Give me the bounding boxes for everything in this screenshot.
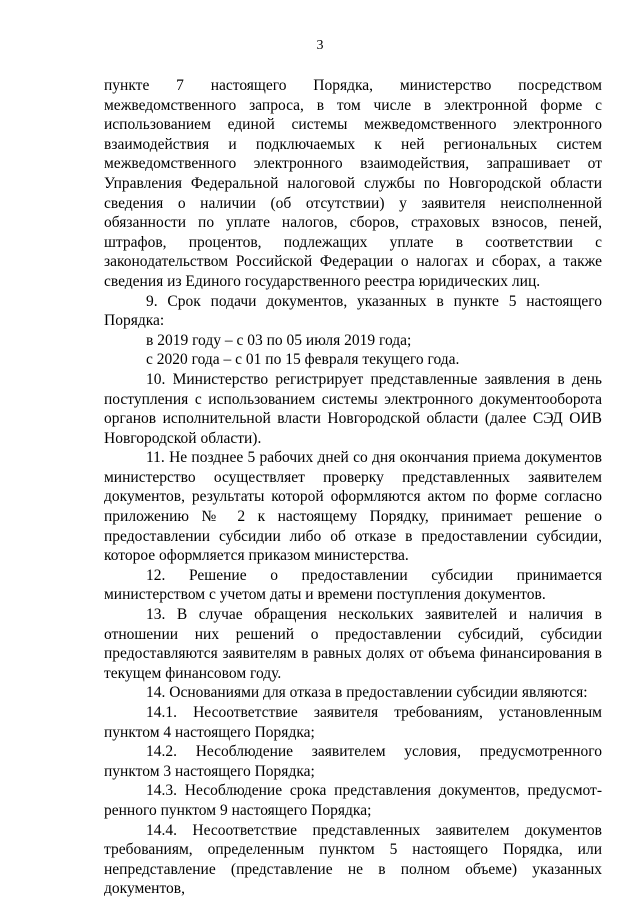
paragraph-10: 10. Министерство регистрирует представленные заявления в день поступления с использованием системы электронного документооборота органов исполнительной власти Новгородской области (далее СЭД ОИВ Новгородской области). <box>104 370 602 447</box>
paragraph-14-4: 14.4. Несоответствие представленных заявителем документов требованиям, определенным пунктом 5 настоящего Порядка, или непредставление (представление не в полном объеме) указанных документов, <box>104 821 602 898</box>
paragraph-12: 12. Решение о предоставлении субсидии принимается министерством с учетом даты и времени поступления документов. <box>104 566 602 604</box>
paragraph-continuation: пункте 7 настоящего Порядка, министерство посредством межведомственного запроса, в том числе в электронной форме с использованием единой системы межведомственного электронного взаимодействия и подключаемых к ней региональных систем межведомственного электронного взаимодействия, запрашивает от Управления Федеральной налоговой службы по Новгородской области сведения о наличии (об отсутствии) у заявителя неисполненной обязанности по уплате налогов, сборов, страховых взносов, пеней, штрафов, процентов, подлежащих уплате в соответствии с законодательством Российской Федерации о налогах и сборах, а также сведения из Единого государственного реестра юридических лиц. <box>104 77 602 290</box>
paragraph-11: 11. Не позднее 5 рабочих дней со дня окончания приема документов министерство осуществляет проверку представленных заявителем документов, результаты которой оформляются актом по форме согласно приложению № 2 к настоящему Порядку, принимает решение о предоставлении субсидии либо об отказе в предоставлении субсидии, которое оформляется приказом министерства. <box>104 449 602 565</box>
document-body <box>104 76 602 899</box>
paragraph-13: 13. В случае обращения нескольких заявителей и наличия в отношении них решений о предоставлении субсидий, субсидии предоставляются заявителям в равных долях от объема финансирования в текущем финансовом году. <box>104 606 602 682</box>
paragraph-14-1: 14.1. Несоответствие заявителя требованиям, установленным пунктом 4 настоящего Порядка; <box>104 704 602 741</box>
paragraph-14-3: 14.3. Несоблюдение срока представления документов, предусмотренного пунктом 9 настоящего Порядка; <box>104 782 602 819</box>
page-number: 3 <box>316 38 324 53</box>
paragraph-9-item-2019: в 2019 году – с 03 по 05 июля 2019 года; <box>146 331 412 349</box>
paragraph-9-item-2020: с 2020 года – с 01 по 15 февраля текущего года. <box>146 351 460 369</box>
paragraph-14: 14. Основаниями для отказа в предоставлении субсидии являются: <box>146 684 588 702</box>
paragraph-9: 9. Срок подачи документов, указанных в пункте 5 настоящего Порядка: <box>104 292 602 330</box>
paragraph-14-2: 14.2. Несоблюдение заявителем условия, предусмотренного пунктом 3 настоящего Порядка; <box>104 743 602 780</box>
